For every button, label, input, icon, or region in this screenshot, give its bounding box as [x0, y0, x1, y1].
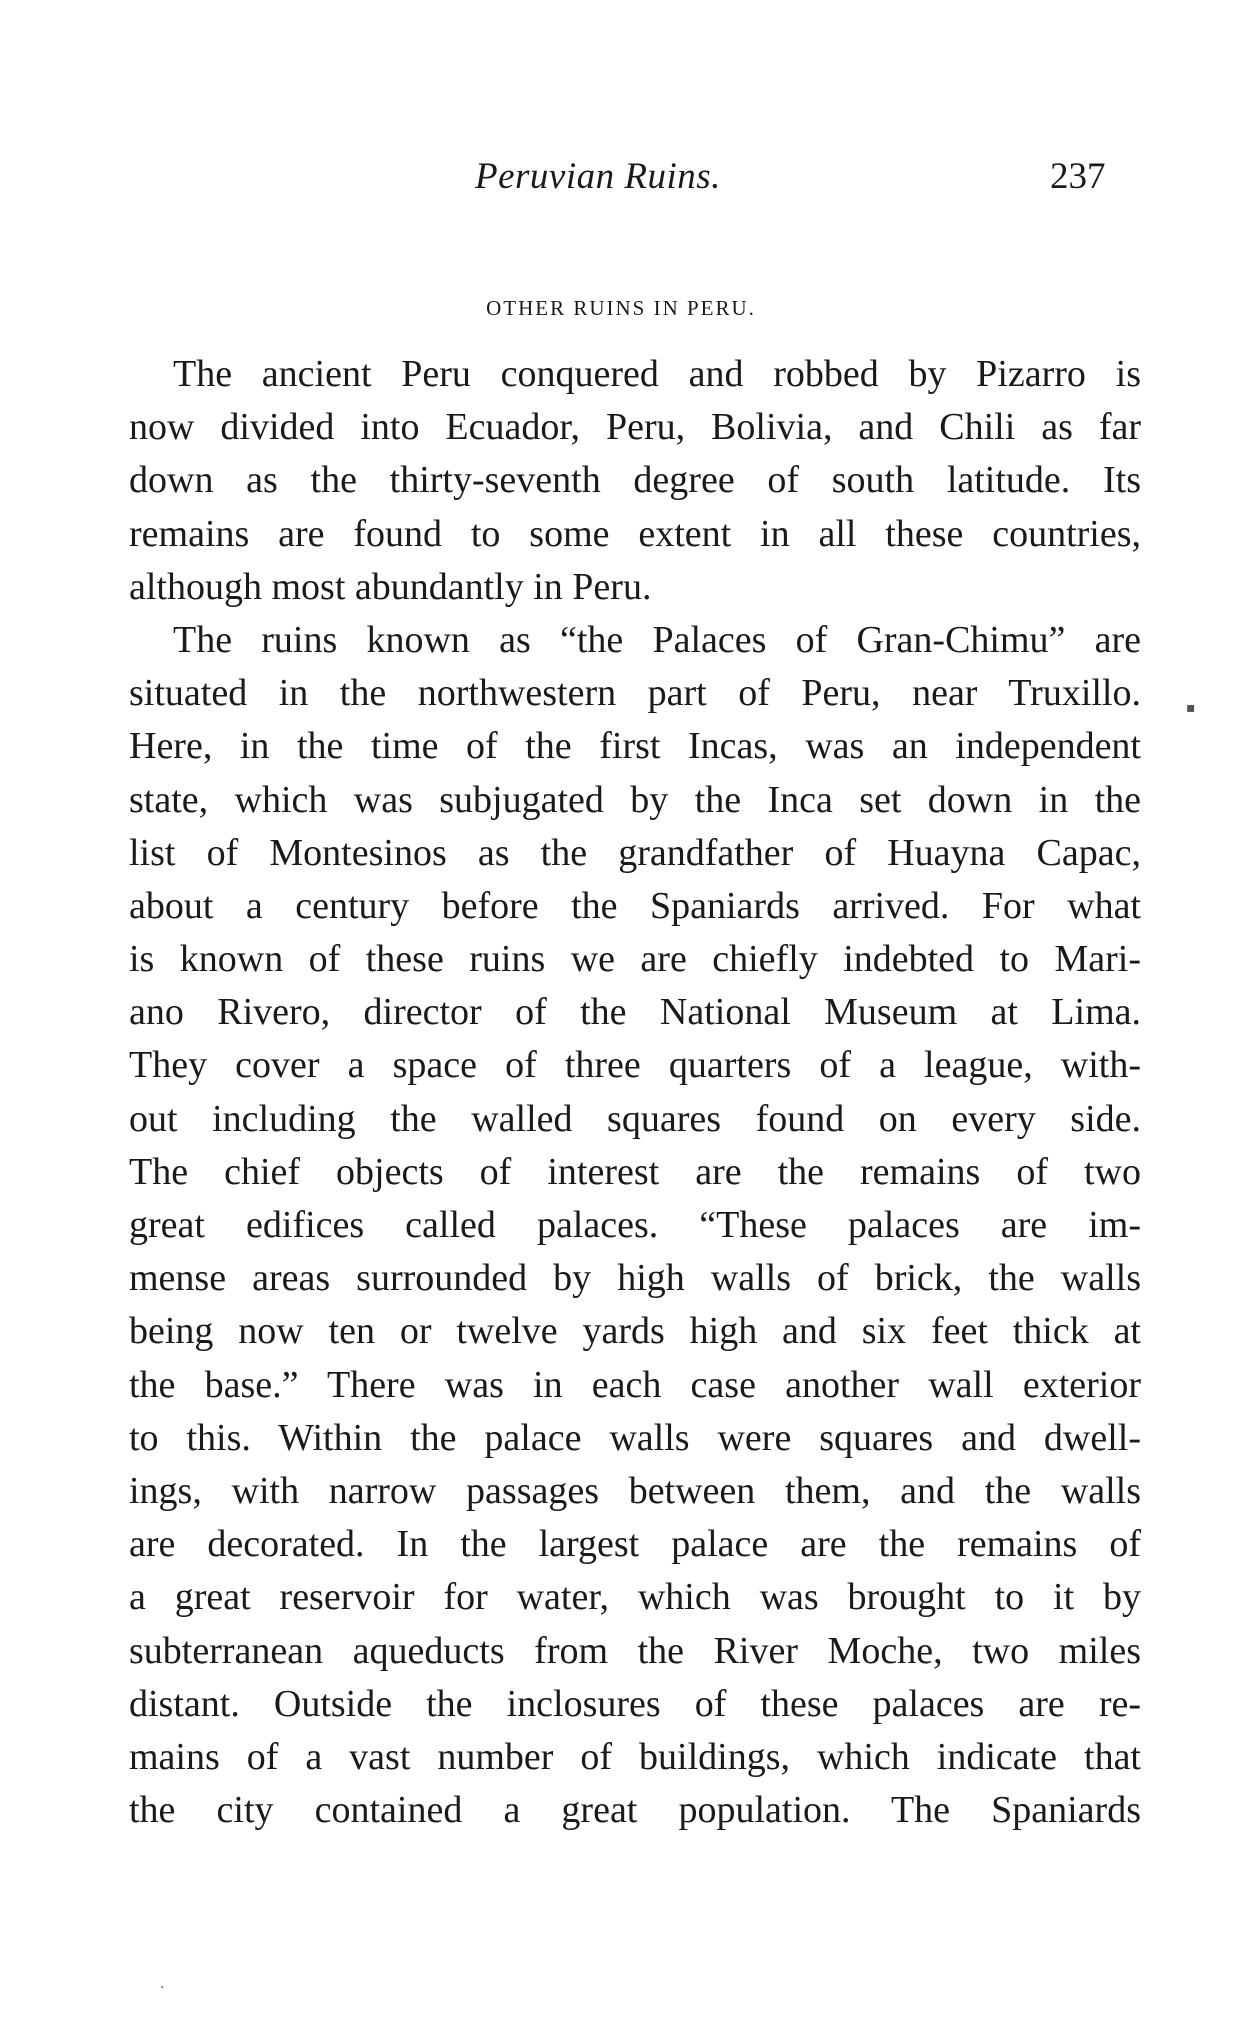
text-line: is known of these ruins we are chiefly indebted to Mari- [129, 938, 1141, 981]
section-heading: OTHER RUINS IN PERU. [486, 296, 756, 320]
text-line: great edifices called palaces. “These palaces are im- [129, 1204, 1141, 1246]
text-line: out including the walled squares found on every side. [129, 1097, 1141, 1140]
text-line: list of Montesinos as the grandfather of Huayna Capac, [129, 831, 1141, 874]
text-line: state, which was subjugated by the Inca set down in the [129, 778, 1141, 821]
page-number: 237 [1050, 156, 1106, 197]
text-line: subterranean aqueducts from the River Moche, two miles [129, 1629, 1141, 1672]
text-line: down as the thirty-seventh degree of south latitude. Its [129, 459, 1141, 502]
body-text [129, 348, 1141, 1837]
scan-speck: ▪ [1186, 700, 1196, 716]
text-line: distant. Outside the inclosures of these palaces are re- [129, 1682, 1141, 1725]
text-line: The ancient Peru conquered and robbed by Pizarro is [173, 353, 1141, 395]
text-line: although most abundantly in Peru. [129, 565, 652, 608]
scan-speck: · [160, 1980, 165, 1996]
text-line: the base.” There was in each case another wall exterior [129, 1363, 1141, 1406]
text-line: The chief objects of interest are the remains of two [129, 1150, 1141, 1193]
text-line: ings, with narrow passages between them, and the walls [129, 1469, 1141, 1512]
running-title: Peruvian Ruins. [475, 156, 721, 197]
text-line: mense areas surrounded by high walls of brick, the walls [129, 1257, 1141, 1300]
text-line: about a century before the Spaniards arrived. For what [129, 884, 1141, 927]
text-line: now divided into Ecuador, Peru, Bolivia, and Chili as far [129, 406, 1141, 449]
text-line: being now ten or twelve yards high and six feet thick at [129, 1310, 1141, 1353]
text-line: ano Rivero, director of the National Museum at Lima. [129, 991, 1141, 1034]
text-line: to this. Within the palace walls were squares and dwell- [129, 1416, 1141, 1459]
text-line: The ruins known as “the Palaces of Gran-Chimu” are [173, 618, 1141, 661]
text-line: situated in the northwestern part of Peru, near Truxillo. [129, 672, 1141, 715]
text-line: Here, in the time of the first Incas, was an independent [129, 725, 1141, 768]
text-line: the city contained a great population. The Spaniards [129, 1789, 1141, 1832]
text-line: They cover a space of three quarters of a league, with- [129, 1044, 1141, 1087]
text-line: remains are found to some extent in all these countries, [129, 512, 1141, 555]
text-line: mains of a vast number of buildings, which indicate that [129, 1735, 1141, 1778]
text-line: a great reservoir for water, which was brought to it by [129, 1576, 1141, 1619]
text-line: are decorated. In the largest palace are the remains of [129, 1523, 1141, 1566]
